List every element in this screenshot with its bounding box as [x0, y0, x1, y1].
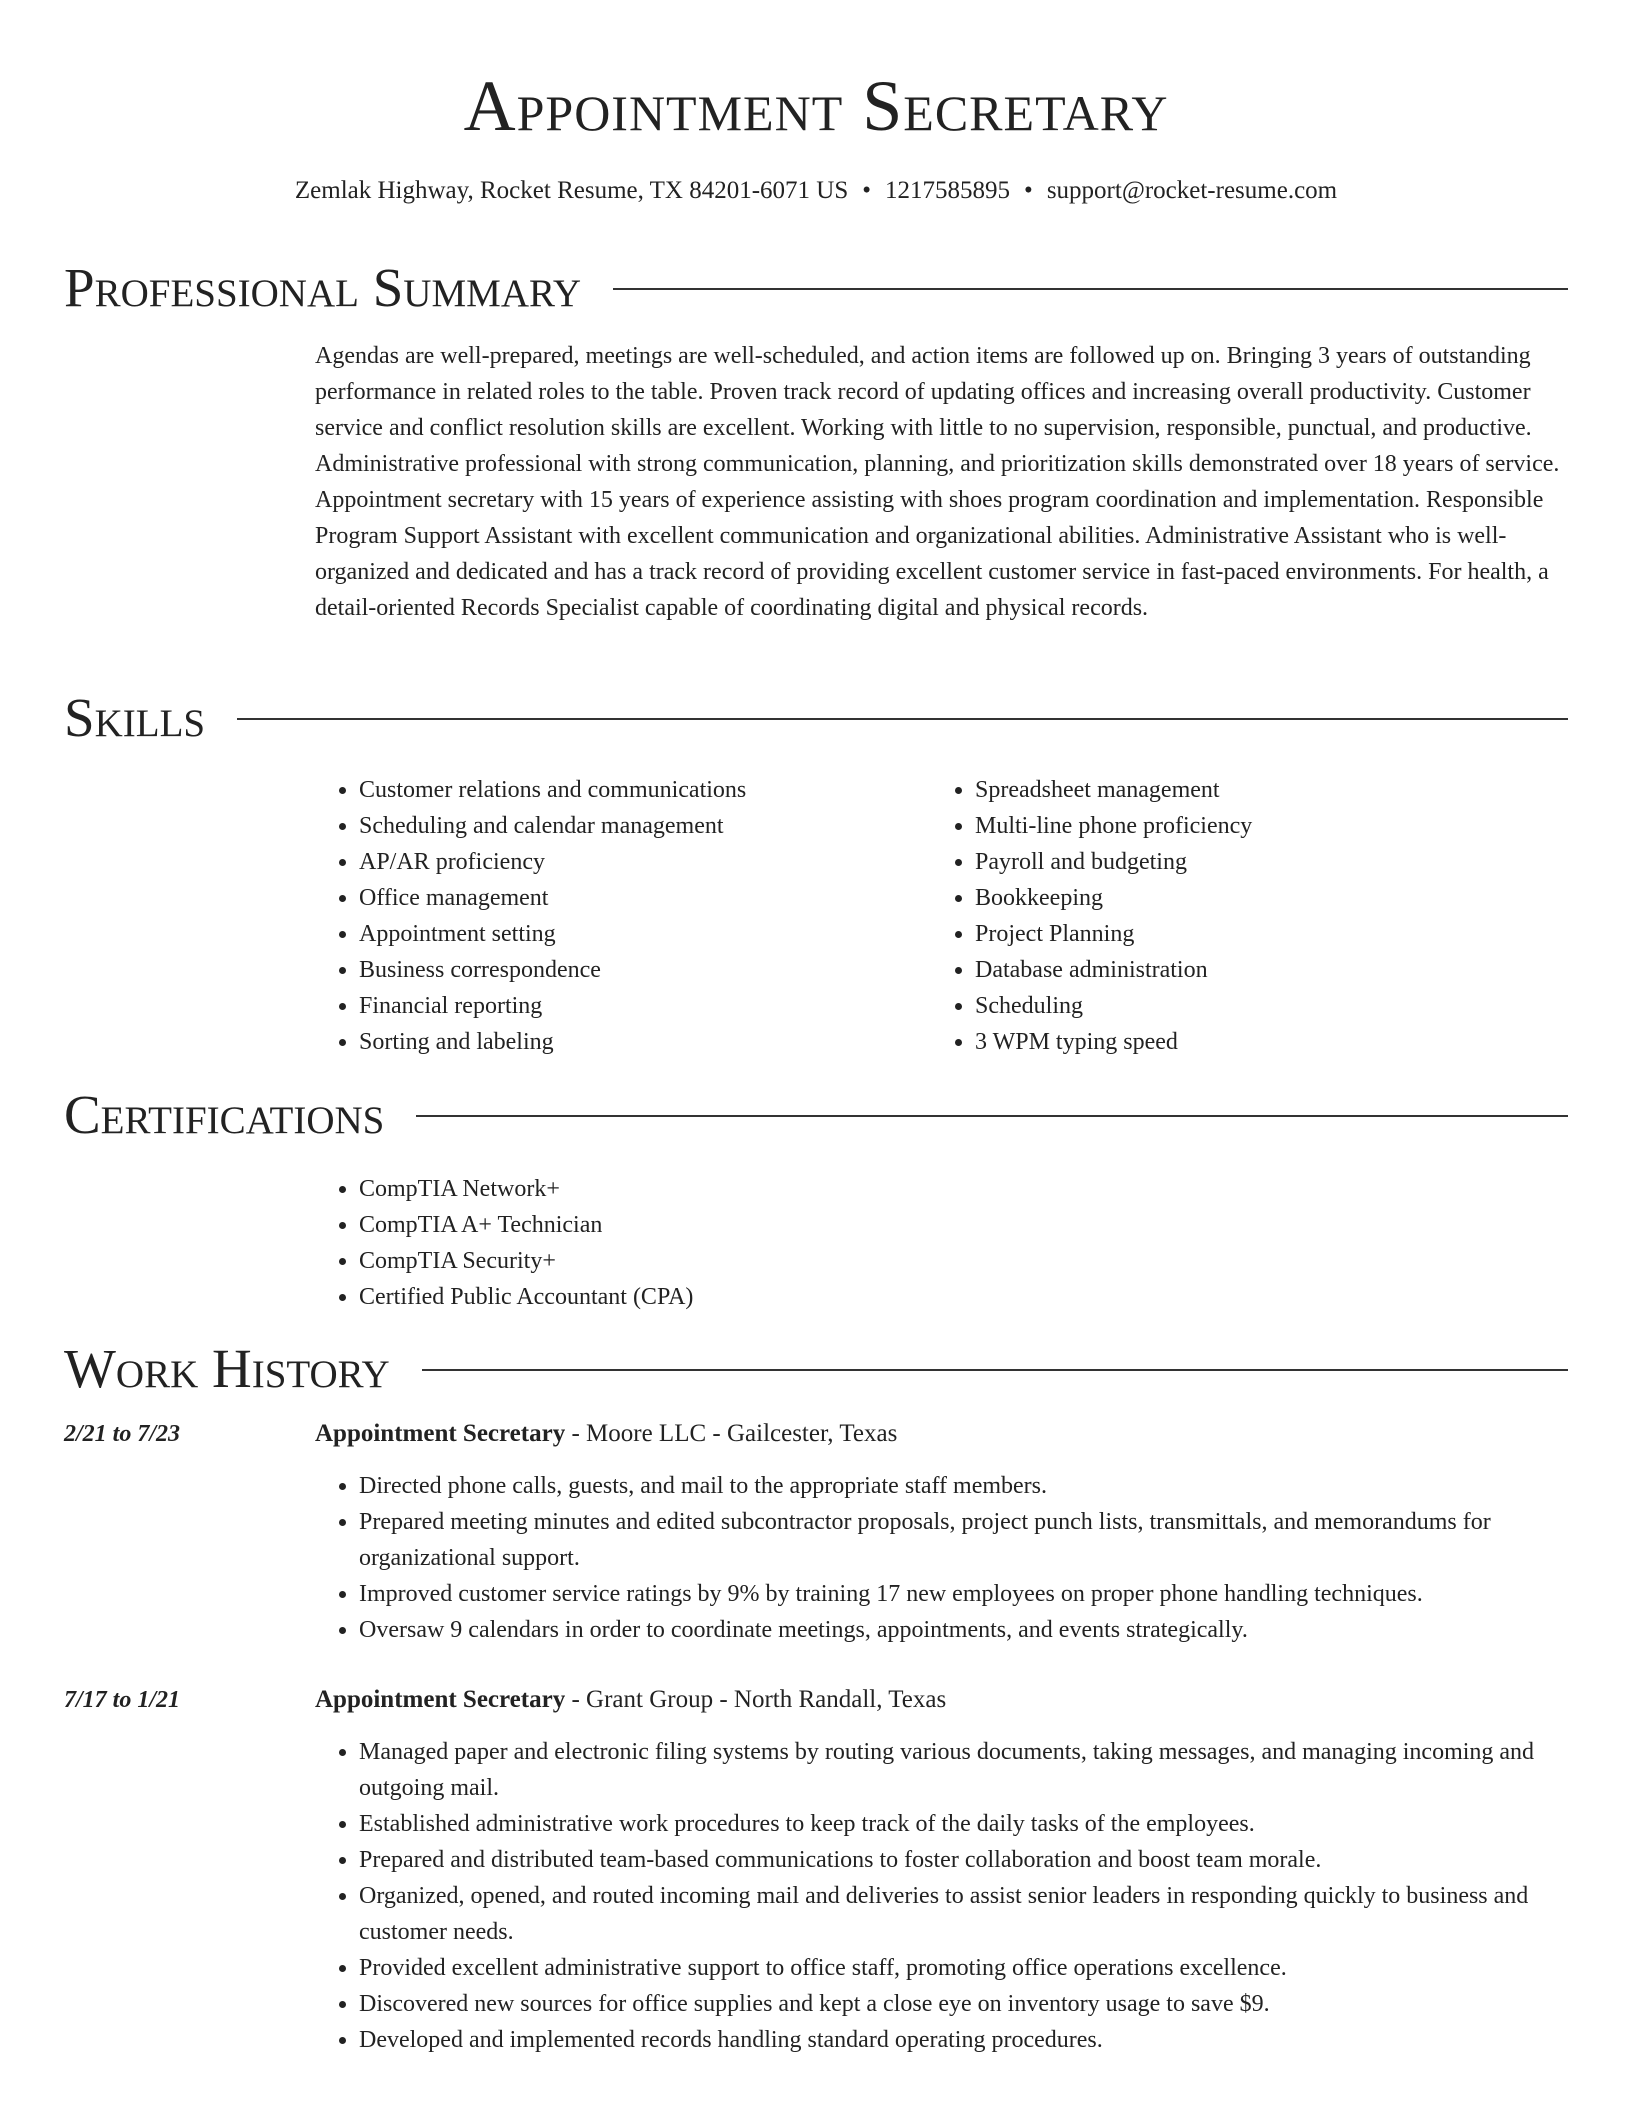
certification-item: • CompTIA Network+	[359, 1171, 1215, 1207]
job-bullet: • Oversaw 9 calendars in order to coordinate meetings, appointments, and events strategically.	[359, 1612, 1568, 1648]
job-role: Appointment Secretary	[315, 1686, 566, 1713]
skill-item: • Spreadsheet management	[975, 772, 1531, 808]
skills-column-left	[315, 772, 915, 1060]
section-title-summary: Professional Summary	[64, 257, 582, 318]
skills-column-right	[931, 772, 1531, 1060]
job-role: Appointment Secretary	[315, 1420, 566, 1447]
section-title-work-history: Work History	[64, 1338, 390, 1399]
section-header-certifications	[64, 1083, 1568, 1147]
job-bullets	[315, 1734, 1568, 2058]
section-divider	[416, 1115, 1568, 1117]
skill-item: • Scheduling and calendar management	[359, 808, 915, 844]
job-employer: - Grant Group - North Randall, Texas	[565, 1686, 947, 1713]
skill-item: • AP/AR proficiency	[359, 844, 915, 880]
job-bullet: • Developed and implemented records handling standard operating procedures.	[359, 2022, 1568, 2058]
job-employer: - Moore LLC - Gailcester, Texas	[565, 1420, 898, 1447]
certifications-list	[315, 1171, 1215, 1315]
section-divider	[237, 718, 1568, 720]
resume-name: Appointment Secretary	[463, 66, 1169, 146]
skill-item: • Business correspondence	[359, 952, 915, 988]
contact-separator: •	[1024, 177, 1033, 204]
section-header-skills	[64, 686, 1568, 750]
skill-item: • Multi-line phone proficiency	[975, 808, 1531, 844]
job-heading	[315, 1416, 1568, 1452]
job-dates: 2/21 to 7/23	[64, 1421, 181, 1447]
job-bullet: • Prepared meeting minutes and edited subcontractor proposals, project punch lists, transmittals, and memorandums for organizational support.	[359, 1504, 1568, 1576]
skill-item: • Customer relations and communications	[359, 772, 915, 808]
contact-phone: 1217585895	[885, 177, 1011, 204]
job-bullet: • Managed paper and electronic filing systems by routing various documents, taking messages, and managing incoming and outgoing mail.	[359, 1734, 1568, 1806]
job-bullet: • Discovered new sources for office supplies and kept a close eye on inventory usage to save $9.	[359, 1986, 1568, 2022]
section-divider	[422, 1369, 1568, 1371]
section-title-skills: Skills	[64, 687, 206, 748]
skill-item: • 3 WPM typing speed	[975, 1024, 1531, 1060]
skill-item: • Scheduling	[975, 988, 1531, 1024]
job-bullet: • Established administrative work procedures to keep track of the daily tasks of the employees.	[359, 1806, 1568, 1842]
job-bullet: • Provided excellent administrative support to office staff, promoting office operations excellence.	[359, 1950, 1568, 1986]
certification-item: • CompTIA A+ Technician	[359, 1207, 1215, 1243]
job-dates: 7/17 to 1/21	[64, 1687, 181, 1713]
skill-item: • Sorting and labeling	[359, 1024, 915, 1060]
certification-item: • CompTIA Security+	[359, 1243, 1215, 1279]
section-header-work-history	[64, 1337, 1568, 1401]
job-bullet: • Organized, opened, and routed incoming mail and deliveries to assist senior leaders in responding quickly to business and customer needs.	[359, 1878, 1568, 1950]
skill-item: • Database administration	[975, 952, 1531, 988]
certification-item: • Certified Public Accountant (CPA)	[359, 1279, 1215, 1315]
skill-item: • Payroll and budgeting	[975, 844, 1531, 880]
section-title-certifications: Certifications	[64, 1084, 385, 1145]
contact-email: support@rocket-resume.com	[1046, 177, 1338, 204]
contact-address: Zemlak Highway, Rocket Resume, TX 84201-6071 US	[294, 177, 849, 204]
skill-item: • Financial reporting	[359, 988, 915, 1024]
skill-item: • Appointment setting	[359, 916, 915, 952]
section-header-summary	[64, 256, 1568, 320]
section-divider	[613, 288, 1568, 290]
job-bullets	[315, 1468, 1568, 1648]
job-bullet: • Directed phone calls, guests, and mail to the appropriate staff members.	[359, 1468, 1568, 1504]
contact-line	[0, 174, 1632, 208]
contact-separator: •	[862, 177, 872, 204]
job-bullet: • Improved customer service ratings by 9% by training 17 new employees on proper phone handling techniques.	[359, 1576, 1568, 1612]
skill-item: • Office management	[359, 880, 915, 916]
job-heading	[315, 1682, 1568, 1718]
summary-text: Agendas are well-prepared, meetings are well-scheduled, and action items are followed up on. Bringing 3 years of outstanding performance in related roles to the table. Proven track record of updating offices and increasing overall productivity. Customer service and conflict resolution skills are excellent. Working with little to no supervision, responsible, punctual, and productive. Administrative professional with strong communication, planning, and prioritization skills demonstrated over 18 years of service. Appointment secretary with 15 years of experience assisting with shoes program coordination and implementation. Responsible Program Support Assistant with excellent communication and organizational abilities. Administrative Assistant who is well-organized and dedicated and has a track record of providing excellent customer service in fast-paced environments. For health, a detail-oriented Records Specialist capable of coordinating digital and physical records.	[315, 343, 1560, 621]
skill-item: • Project Planning	[975, 916, 1531, 952]
skill-item: • Bookkeeping	[975, 880, 1531, 916]
job-bullet: • Prepared and distributed team-based communications to foster collaboration and boost team morale.	[359, 1842, 1568, 1878]
